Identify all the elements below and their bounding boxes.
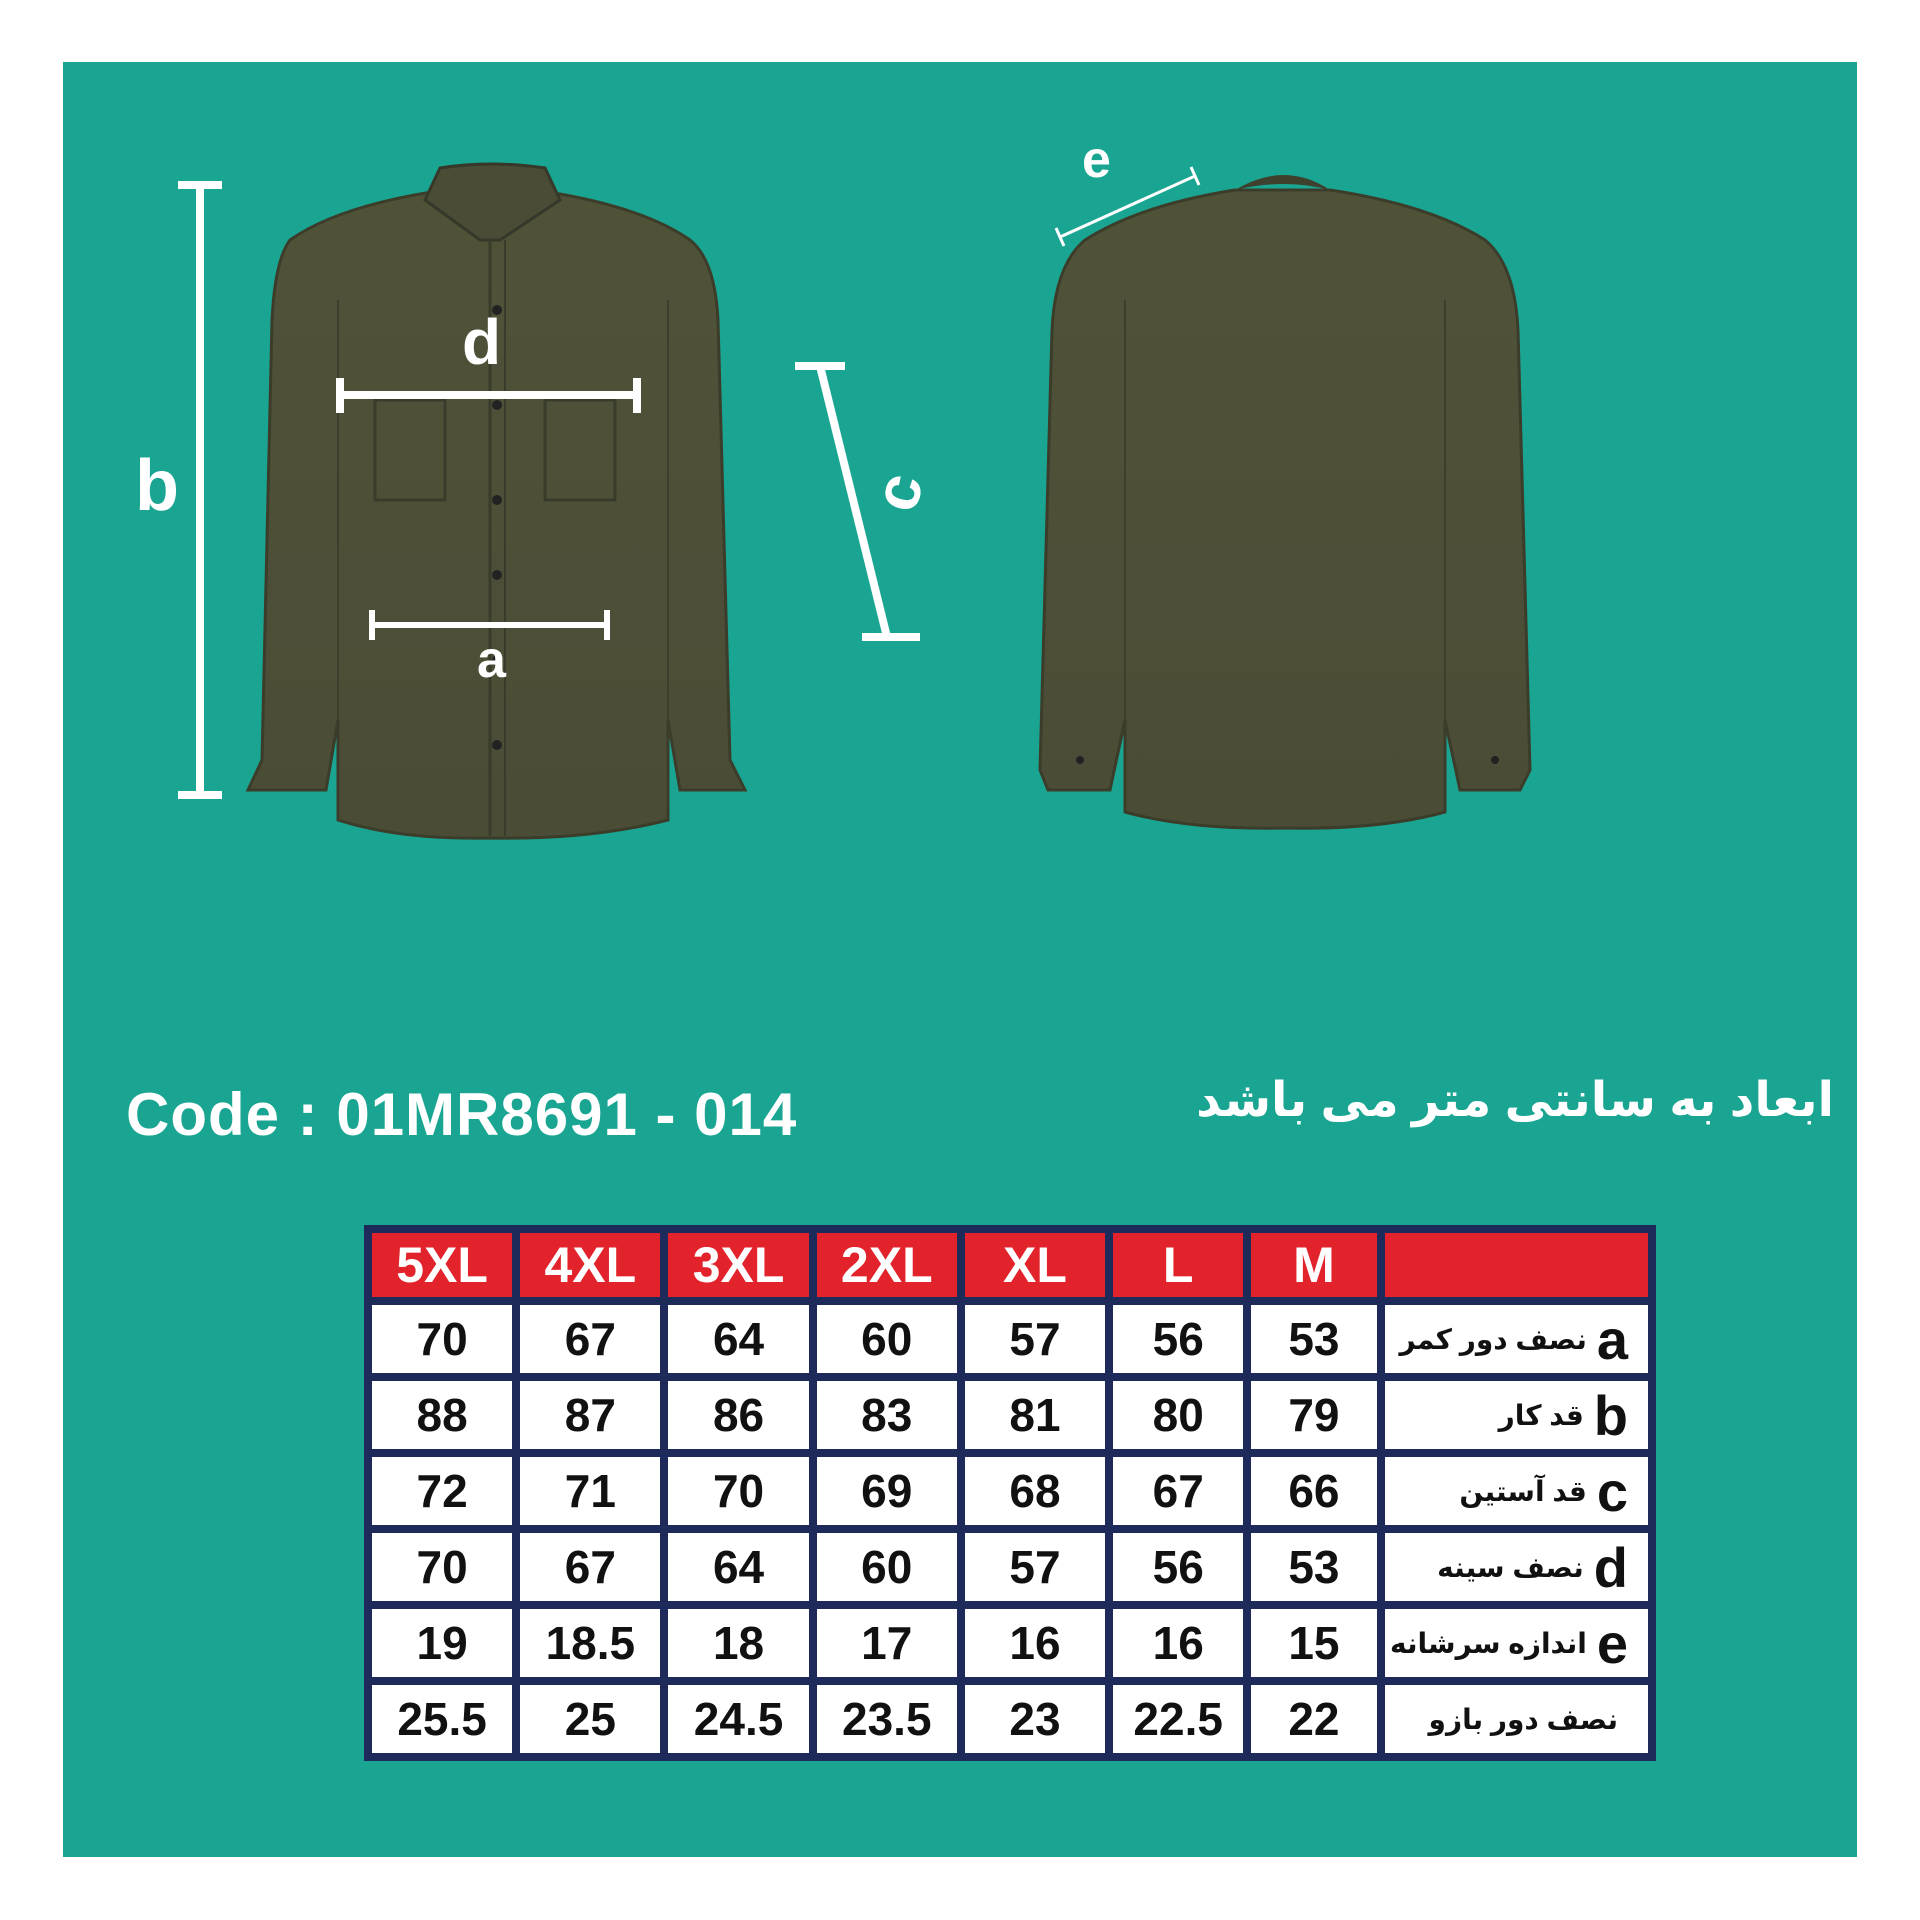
table-row	[372, 1457, 1648, 1525]
row-label	[1385, 1381, 1649, 1449]
row-label-name: اندازه سرشانه	[1390, 1627, 1587, 1659]
table-cell: 66	[1251, 1457, 1376, 1525]
table-cell: 18.5	[520, 1609, 660, 1677]
row-label-name: قد آستین	[1459, 1475, 1587, 1507]
row-label-letter: b	[1593, 1383, 1628, 1447]
row-label-letter: e	[1596, 1611, 1628, 1675]
row-label	[1385, 1533, 1649, 1601]
row-label-letter: c	[1596, 1459, 1628, 1523]
table-cell: 60	[817, 1533, 957, 1601]
table-cell: 70	[668, 1457, 808, 1525]
table-cell: 17	[817, 1609, 957, 1677]
table-row	[372, 1305, 1648, 1373]
row-label	[1385, 1685, 1649, 1753]
table-cell: 57	[965, 1533, 1105, 1601]
size-header-row	[372, 1233, 1648, 1297]
table-cell: 15	[1251, 1609, 1376, 1677]
table-cell: 16	[965, 1609, 1105, 1677]
table-cell: 18	[668, 1609, 808, 1677]
table-cell: 71	[520, 1457, 660, 1525]
size-header: XL	[965, 1233, 1105, 1297]
table-cell: 53	[1251, 1533, 1376, 1601]
row-label	[1385, 1457, 1649, 1525]
measure-label-c: c	[858, 465, 938, 519]
table-cell: 70	[372, 1533, 512, 1601]
measure-label-b: b	[135, 446, 179, 526]
table-cell: 88	[372, 1381, 512, 1449]
table-cell: 87	[520, 1381, 660, 1449]
table-cell: 67	[520, 1305, 660, 1373]
row-label-name: نصف دور کمر	[1399, 1323, 1587, 1355]
measure-label-e: e	[1082, 131, 1111, 189]
table-cell: 67	[520, 1533, 660, 1601]
table-cell: 69	[817, 1457, 957, 1525]
table-cell: 24.5	[668, 1685, 808, 1753]
table-cell: 25	[520, 1685, 660, 1753]
back-shirt-image	[1040, 175, 1530, 828]
row-label-letter: a	[1596, 1307, 1628, 1371]
table-cell: 67	[1113, 1457, 1243, 1525]
table-cell: 64	[668, 1305, 808, 1373]
size-header: 3XL	[668, 1233, 808, 1297]
table-cell: 80	[1113, 1381, 1243, 1449]
measure-label-d: d	[462, 306, 502, 378]
table-cell: 25.5	[372, 1685, 512, 1753]
table-cell: 23.5	[817, 1685, 957, 1753]
row-label-letter: d	[1593, 1535, 1628, 1599]
table-cell: 64	[668, 1533, 808, 1601]
size-header: M	[1251, 1233, 1376, 1297]
table-row	[372, 1609, 1648, 1677]
front-shirt-image	[248, 164, 745, 838]
table-cell: 57	[965, 1305, 1105, 1373]
product-code: Code : 01MR8691 - 014	[126, 1081, 798, 1148]
table-cell: 19	[372, 1609, 512, 1677]
measure-b-line	[178, 185, 222, 795]
table-cell: 22.5	[1113, 1685, 1243, 1753]
table-cell: 81	[965, 1381, 1105, 1449]
row-label	[1385, 1609, 1649, 1677]
table-cell: 86	[668, 1381, 808, 1449]
row-label-name: قد کار	[1498, 1399, 1584, 1431]
table-cell: 23	[965, 1685, 1105, 1753]
table-row	[372, 1533, 1648, 1601]
table-cell: 79	[1251, 1381, 1376, 1449]
row-label-name: نصف سینه	[1437, 1551, 1584, 1583]
row-label	[1385, 1305, 1649, 1373]
size-header: 2XL	[817, 1233, 957, 1297]
size-header: L	[1113, 1233, 1243, 1297]
table-cell: 56	[1113, 1305, 1243, 1373]
size-table	[364, 1225, 1656, 1761]
table-cell: 68	[965, 1457, 1105, 1525]
table-row	[372, 1685, 1648, 1753]
table-cell: 83	[817, 1381, 957, 1449]
measure-label-a: a	[477, 631, 506, 689]
table-cell: 53	[1251, 1305, 1376, 1373]
table-cell: 70	[372, 1305, 512, 1373]
size-header: 4XL	[520, 1233, 660, 1297]
table-cell: 60	[817, 1305, 957, 1373]
table-cell: 56	[1113, 1533, 1243, 1601]
table-row	[372, 1381, 1648, 1449]
table-cell: 72	[372, 1457, 512, 1525]
size-header: 5XL	[372, 1233, 512, 1297]
table-cell: 16	[1113, 1609, 1243, 1677]
units-note: ابعاد به سانتی متر می باشد	[1196, 1074, 1834, 1127]
table-cell: 22	[1251, 1685, 1376, 1753]
row-label-name: نصف دور بازو	[1428, 1703, 1618, 1735]
measure-header-empty	[1385, 1233, 1649, 1297]
